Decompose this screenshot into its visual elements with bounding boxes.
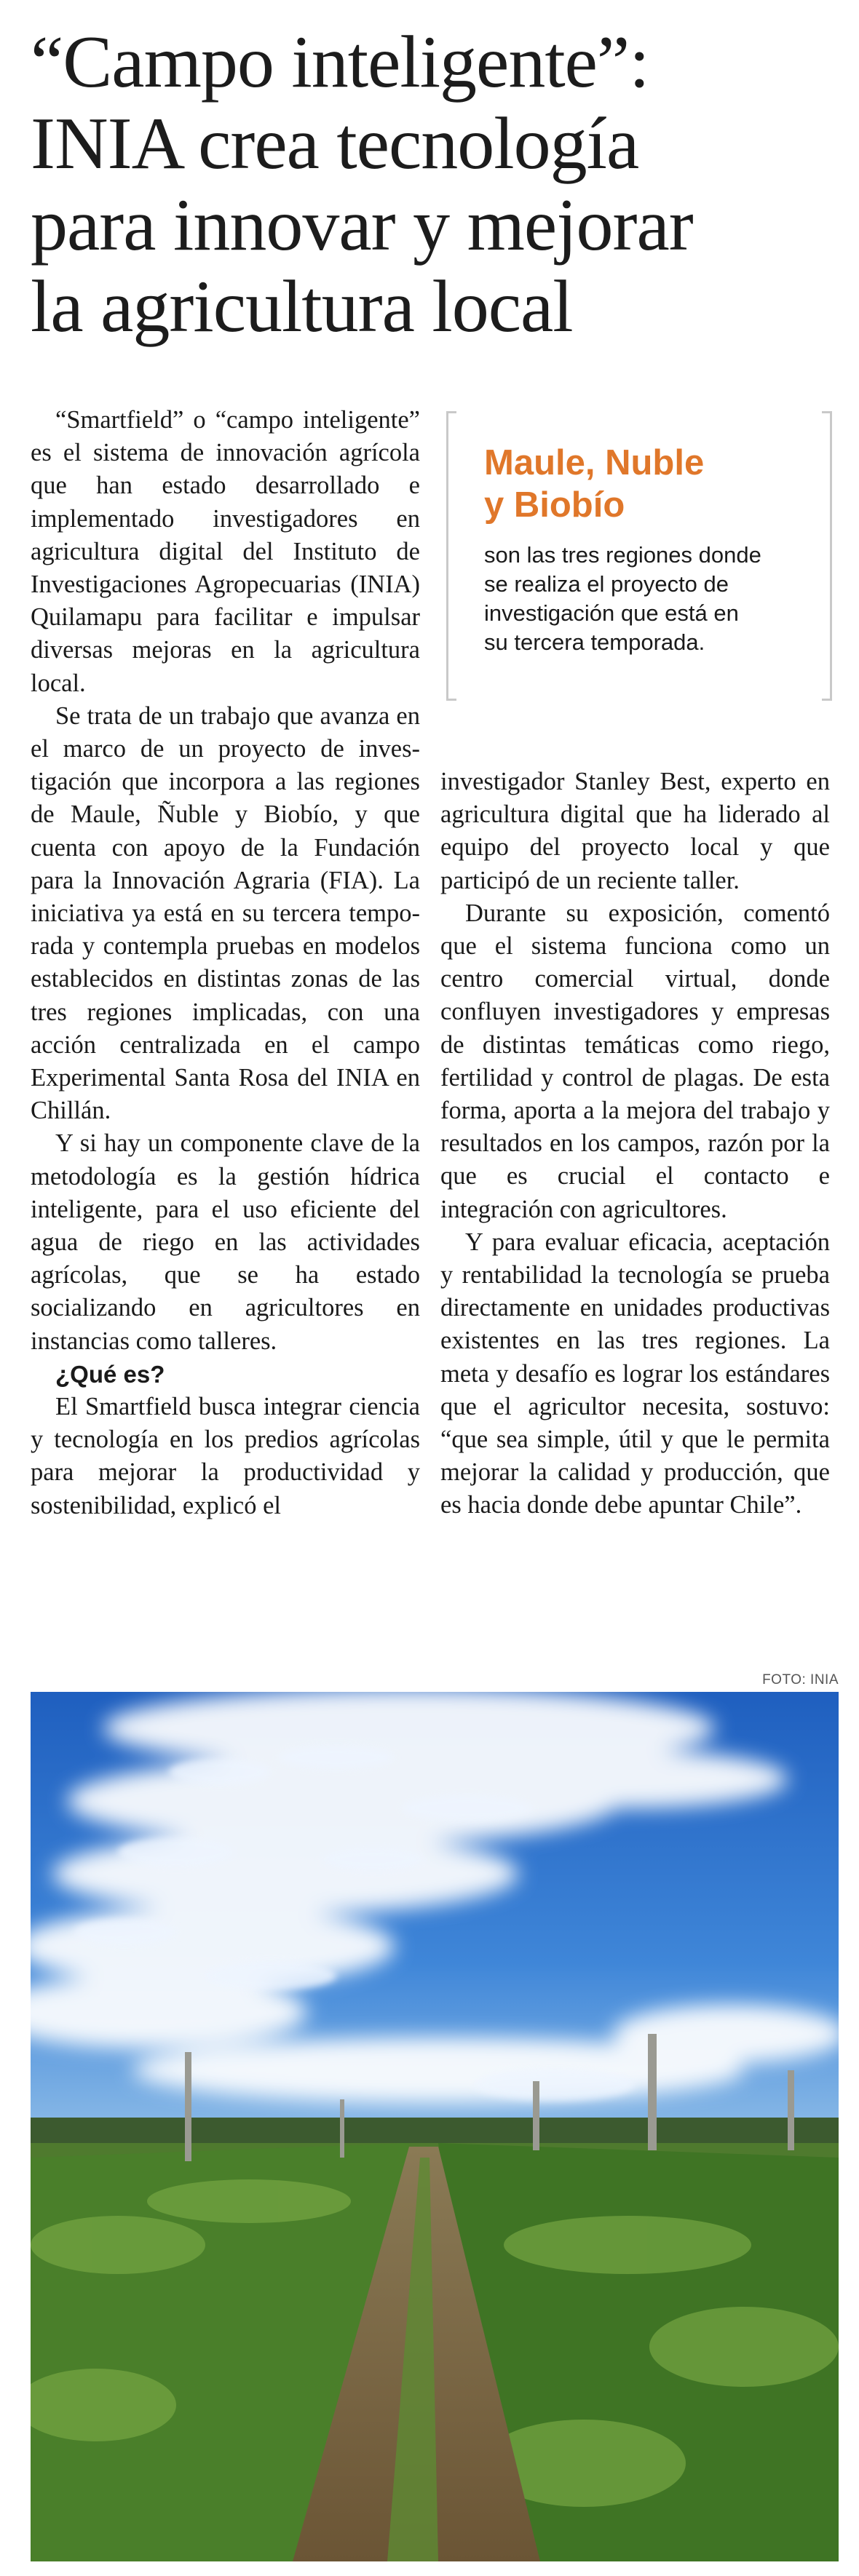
sidebar-title (484, 442, 804, 526)
headline-line-4: la agricultura local (31, 266, 573, 348)
photo-credit: FOTO: INIA (762, 1672, 839, 1687)
paragraph-exposition: Durante su exposición, comentó que el sistema funciona como un centro comercial virtual, donde confluyen investigadores y empresas de distintas temáticas como riego, fertilidad y control de plagas. De esta forma, aporta a la mejora del trabajo y resultados en los campos, razón por la que es crucial el contacto e integración con agricultores. (440, 899, 830, 1223)
sidebar-bracket-left (446, 411, 456, 701)
paragraph-project: Se trata de un trabajo que avanza en el marco de un proyecto de investigación que incorpora a las regiones de Maule, Ñuble y Biobío, y que cuenta con apoyo de la Fundación para la Innovación Agraria (FIA). La iniciativa ya está en su tercera temporada y contempla pruebas en modelos establecidos en distintas zonas de las tres regiones implicadas, con una acción centralizada en el campo Experimental Santa Rosa del INIA en Chillán. (31, 701, 420, 1125)
sidebar-text (484, 541, 812, 657)
headline (31, 22, 839, 348)
sidebar-text-line-2: se realiza el proyecto de (484, 571, 729, 597)
sidebar-text-line-4: su tercera temporada. (484, 629, 705, 655)
paragraph-intro: “Smartfield” o “campo inteligente” es el sistema de innovación agrícola que han estado desarrollado e implementado investigadores en agricultura digital del Instituto de Investigaciones Agropecuarias (INIA) Quilamapu para facilitar e impulsar diversas mejoras en la agricultura local. (31, 406, 420, 697)
subhead-que-es: ¿Qué es? (55, 1360, 165, 1388)
sidebar-text-line-1: son las tres regiones donde (484, 542, 761, 568)
paragraph-methodology: Y si hay un componente clave de la metodología es la gestión hídrica inteligente, para el uso eficiente del agua de riego en las actividades agrícolas, que se ha estado socializando en agricultores en instancias como talleres. (31, 1129, 420, 1355)
article-column-right (440, 766, 830, 1522)
headline-line-2: INIA crea tecnología (31, 103, 639, 185)
sidebar-bracket-right (822, 411, 832, 701)
headline-line-3: para innovar y mejorar (31, 184, 693, 266)
sidebar-title-line-2: y Biobío (484, 485, 625, 525)
paragraph-smartfield-definition: El Smartfield busca integrar ciencia y tecnología en los predios agrícolas para mejorar la productividad y sostenibilidad, explicó el (31, 1392, 420, 1519)
sidebar-title-line-1: Maule, Nuble (484, 443, 705, 482)
article-column-left (31, 404, 420, 1522)
sidebar-callout (446, 411, 832, 701)
headline-line-1: “Campo inteligente”: (31, 21, 649, 103)
paragraph-smartfield-definition-continued: investigador Stanley Best, experto en agricultura digital que ha liderado al equipo del proyecto local y que participó de un reciente taller. (440, 768, 830, 894)
paragraph-evaluation: Y para evaluar eficacia, aceptación y rentabilidad la tecnología se prueba directamente en unidades productivas existentes en las tres regiones. La meta y desafío es lograr los estándares que el agricultor necesita, sostuvo: “que sea simple, útil y que le permita mejorar la calidad y producción, que es hacia donde debe apuntar Chile”. (440, 1228, 830, 1519)
sidebar-text-line-3: investigación que está en (484, 600, 739, 626)
field-photo (31, 1692, 839, 2561)
